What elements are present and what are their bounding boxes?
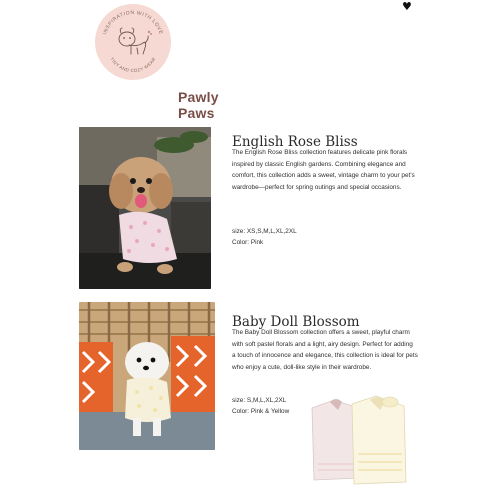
- brand-name: Pawly Paws: [178, 89, 219, 121]
- product-color: Color: Pink: [232, 239, 264, 246]
- product-details: [232, 226, 297, 248]
- logo-ring-text: INSPIRATION WITH LOVE: [102, 9, 164, 36]
- logo-badge: [93, 2, 173, 82]
- product-description: The Baby Doll Blossom collection offers a sweet, playful charm with soft pastel florals and a light, airy design. Perfect for adding a touch of innocence and elegance, this collection is ideal for pets who enjoy a cute, doll-like style in their wardrobe.: [232, 329, 418, 371]
- product-photo-baby-doll: [79, 302, 215, 450]
- product-details: [232, 395, 289, 417]
- product-photo-english-rose: [79, 127, 211, 289]
- product-title: English Rose Bliss: [232, 134, 358, 151]
- brand-logo: [86, 0, 219, 121]
- product-title: Baby Doll Blossom: [232, 314, 360, 331]
- product-photo-clothes: [306, 394, 412, 490]
- product-size: size: XS,S,M,L,XL,2XL: [232, 228, 297, 235]
- product-description: The English Rose Bliss collection features delicate pink florals inspired by classic English gardens. Combining elegance and comfort, this collection adds a sweet, vintage charm to your pet's wardrobe—perfect for spring outings and special occasions.: [232, 149, 415, 191]
- heart-icon[interactable]: ♥: [402, 0, 412, 13]
- product-size: size: S,M,L,XL,2XL: [232, 397, 287, 404]
- product-color: Color: Pink & Yellow: [232, 408, 290, 415]
- logo-ring-text-bottom: TINY AND COZY WEAR: [109, 56, 157, 74]
